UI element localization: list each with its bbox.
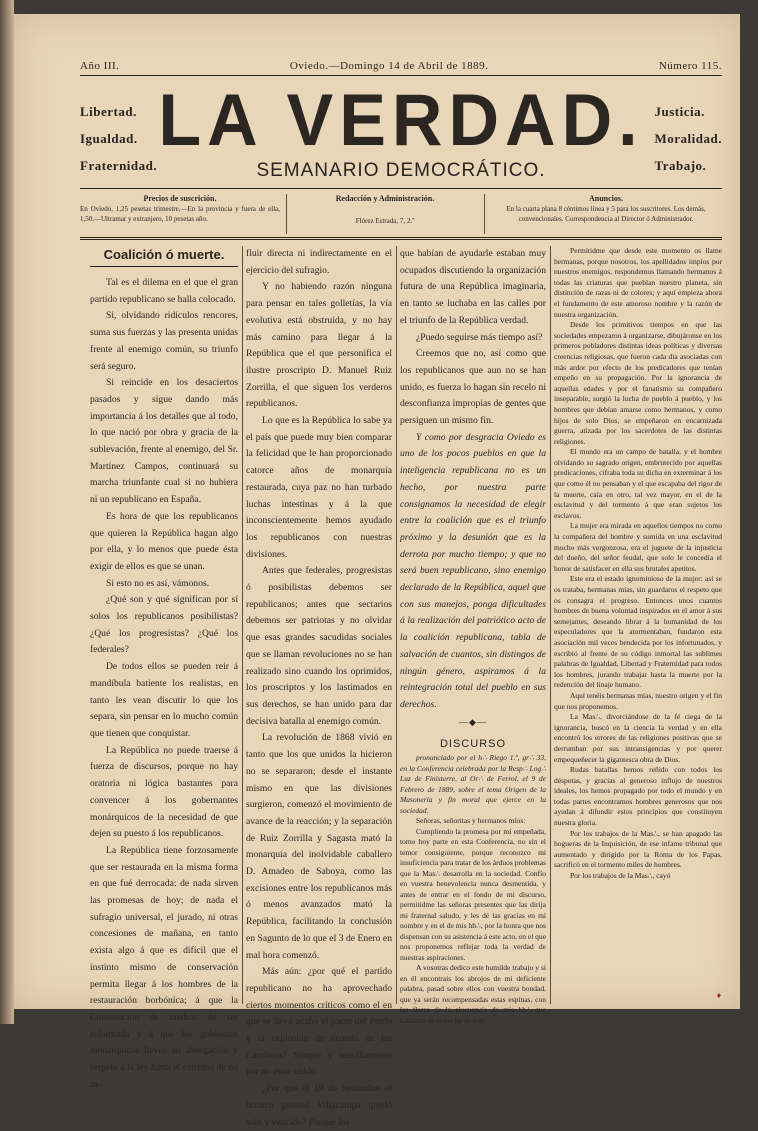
discurso-paragraph: A vosotras dedico este humilde trabajo y si en él encontrais los abrojos de mi deficiente palabra, pasad sobre ellos con vuestra bondad, que ya serán recompensadas estas espinas, con las flores de la elocuencia de mis hh∴ que hablarán en la noche de hoy. — [400, 963, 546, 1025]
col2-paragraph: Lo que es la República lo sabe ya el país que puede muy bien comparar la felicidad que le han proporcionado catorce años de monarquía restaurada, cuya paz no han turbado luchas intestinas y á la que inconscientemente hemos ayudado los republicanos con nuestras divisiones. — [246, 415, 392, 560]
col4-paragraph: Permitidme que desde este momento os llame hermanas, porque nosotros, los apellidados impíos por nuestros enemigos, respondemos llamando hermanos á todas las criaturas que pueblan nuestro planeta, sin distinción de razas ni de colores; y aquí empieza ahora el fundamento de este amoroso nombre y la razón de nuestra organización. — [554, 246, 722, 319]
info-rule-top — [80, 188, 722, 189]
col2-paragraph: Antes que federales, progresistas ó posibilistas debemos ser republicanos; antes que sectarios debemos ser patriotas y no olvidar que esas grandes sacudidas sociales que se llaman revoluciones no se han realizado sino cuando los oprimidos, los proscriptos y los lastimados en sus derechos, se han unido para dar decisiva batalla al enemigo común. — [246, 565, 392, 727]
col3-paragraph: Creemos que no, así como que los republicanos que aun no se han unido, es fuerza lo hagan sin recelo ni desconfianza impropias de gentes que persiguen un mismo fin. — [400, 348, 546, 427]
col4-paragraph: La Mas∴, divorciándose de la fé ciega de la ignorancia, buscó en la ciencia la verdad y en ella encontró los errores de las religiones positivas que se derrumban por sus intransigencias y por querer empequeñecer la gigantesca obra de Dios. — [554, 712, 722, 764]
col3-paragraph: ¿Puedo seguirse más tiempo así? — [416, 331, 543, 343]
motto-left-2: Igualdad. — [80, 131, 138, 146]
motto-right-1: Justicia. — [654, 104, 705, 119]
info-rule-bottom — [80, 237, 722, 240]
col1-paragraph: ¿Qué son y qué significan por sí solos los republicanos posibilistas? ¿Qué los progresistas? ¿Qué los federales? — [90, 594, 238, 656]
page-binding-edge — [0, 0, 14, 1024]
column-divider-1 — [242, 246, 243, 1004]
discurso-title: DISCURSO — [439, 738, 507, 751]
col1-paragraph: De todos ellos se pueden reir á mandíbula batiente los realistas, en tanto les vean discutir lo que los separa, sin pensar en lo mucho común que tienen que conquistar. — [90, 661, 238, 739]
newspaper-page — [14, 14, 740, 1128]
col2-paragraph: ¿Por qué el 19 de Setiembre el bizarro general Villacampa quedó solo y vencido? Porque los — [246, 1083, 392, 1128]
page-mark: ♦ — [715, 992, 722, 1000]
col4-paragraph: El mundo era un campo de batalla, y el hombre olvidando su sagrado origen, embrutecido por aquellas predicaciones, cifraba toda su dicha en exterminar á los que como él no pensaban y el que escapaba del rigor de la muerte, caía en otro, tal vez mayor, en el de la esclavitud y del tormento á que eran sujetos los esclavos. — [554, 447, 722, 520]
col3-paragraph: Y como por desgracia Oviedo es uno de los pocos pueblos en que la inteligencia republicana no es un hecho, por nuestra parte consignamos la necesidad de elegir entre la coalición que es el triunfo próximo y la desunión que es la derrota por mucho tiempo; y que no será buen republicano, sino enemigo declarado de la República, aquel que con sus manejos, ponga dificultades á la realización del patriótico acto de la coalición republicana, tabla de salvación de cuantos, sin distingos de ningún género, aspiramos á la reintegración total del pueblo en sus derechos. — [400, 431, 546, 710]
motto-right-2: Moralidad. — [654, 131, 722, 146]
column-divider-3 — [550, 246, 551, 1004]
ads-text: En la cuarta plana 8 céntimos línea y 5 para los suscritores. Los demás, convencionales. Correspondencia al Director ó Administrador. — [506, 205, 706, 223]
masthead-rule-top — [80, 75, 722, 76]
col4-paragraph: Rudas batallas hemos reñido con todos los déspotas, y gracias al generoso influjo de nuestros ideales, los hemos propagado por todo el mundo y en todas partes encontramos hombres generosos que nos ayudan á difundir estos principios que constituyen nuestra gloria. — [554, 765, 722, 828]
column-divider-2 — [396, 246, 397, 1004]
prices-title: Precios de suscrición. — [143, 194, 217, 203]
editorial-office — [292, 194, 478, 226]
advertisements-info — [490, 194, 722, 224]
admin-text: Flórez Estrada, 7, 2.º — [355, 217, 415, 225]
col4-paragraph: La mujer era mirada en aquellos tiempos no como la compañera del hombre y sumida en una esclavitud mucho más vergonzosa, era el juguete de la injusticia del dueño, del señor feudal, que solo le concedía el honor de satisfacer en ella sus brutales apetitos. — [554, 521, 722, 573]
info-divider-2 — [484, 194, 485, 234]
motto-left-1: Libertad. — [80, 104, 137, 119]
dateline: Oviedo.—Domingo 14 de Abril de 1889. — [289, 60, 489, 72]
ads-title: Anuncios. — [588, 194, 623, 203]
ornament-divider: —◆— — [459, 716, 487, 727]
col2-paragraph: La revolución de 1868 vivió en tanto que los que unidos la hicieron no se separaron; desde el instante mismo en que las divisiones surgieron, comenzó el movimiento de avance de la reacción; y la separación de Ruiz Zorrilla y Sagasta mató la monarquía del inolvidable caballero D. Amadeo de Saboya, como las excisiones entre los republicanos más ó menos avanzados mató la República, facilitando la conclusión en Sagunto de lo que el 3 de Enero en mal hora comenzó. — [246, 732, 392, 961]
col2-paragraph: fluir directa ni indirectamente en el ejercicio del sufragio. — [246, 248, 392, 276]
column-1 — [90, 246, 238, 1093]
col2-paragraph: Más aún: ¿por qué el partido republicano no ha aprovechado ciertos momentos críticos como el en que se llevó acabo el pacto del Pardo y la explosión de cuando de las Carolinas? Simple y sencillamente por no estar unido. — [246, 966, 392, 1078]
col1-paragraph: Si reincide en los desaciertos pasados y sigue dando más importancia á los detalles que al todo, lo que nació por obra y gracia de la sublevación, frente al enemigo, del Sr. Martínez Campos, continuará su marcha triunfante cual si no hubiera ni un republicano en España. — [90, 377, 238, 506]
column-4 — [554, 246, 722, 882]
col1-paragraph: Si esto no es así, vámonos. — [106, 577, 210, 589]
subscription-prices — [80, 194, 280, 224]
motto-right-3: Trabajo. — [654, 158, 707, 173]
col3-paragraph: que habían de ayudarle estaban muy ocupados discutiendo la organización futura de una República imaginaria, en tanto se luchaba en las calles por el triunfo de la República verdad. — [400, 248, 546, 326]
prices-text: En Oviedo, 1,25 pesetas trimestre.—En la provincia y fuera de ella, 1,50.—Ultramar y extranjero, 10 pesetas año. — [80, 205, 280, 223]
article-headline: Coalición ó muerte. — [90, 246, 238, 267]
col1-paragraph: La República tiene forzosamente que ser restaurada en la misma forma en que fué derrocada: de nada sirven las promesas de hoy; de nada el sufragio universal, el jurado, ni otras concesiones de mañana, en tanto exista algo á que es difícil que el instinto mismo de conservación permita llegar á los hombres de la restauración borbónica; á que la Constitución de medios de ser reformada y á que los gobiernos monárquicos lleven su abnegación y respeto á la ley hasta el extremo de no in- — [90, 844, 238, 1090]
col2-paragraph: Y no habiendo razón ninguna para pensar en tales golletías, la vía evolutiva está obstruida, y no hay más camino para llegar á la República que el que personifica el ilustre proscripto D. Manuel Ruiz Zorrilla, el que siguen los verderos republicanos. — [246, 281, 392, 410]
discurso-subtitle: pronunciado por el h∴ Riego 1.º, gr∴ 33, en la Conferencia celebrada por la Resp∴ Log∴ Luz de Finisterre, al Or∴ de Ferrol, el 9 de Febrero de 1889, sobre el tema Origen de la Masonería y fin moral que ejerce en la sociedad. — [400, 753, 546, 815]
discurso-paragraph: Señoras, señoritas y hermanos míos: — [416, 816, 526, 826]
col4-paragraph: Este era el estado ignominioso de la mujer: así se os trataba, hermanas mías, sin guardaros el respeto que os consagra el progreso. Entonces unos cuantos hombres de buena voluntad inspirados en el amor á sus semejantes, deseando librar á la humanidad de los especuladores que la atormentaban, fundaron esta asociación mil veces bendecida por los infortunados, y escribió al frente de su código inmortal las sublimes palabras de Igualdad, Libertad y Fraternidad para todos los hombres, jurando trabajar hasta la muerte por la redención del linaje humano. — [554, 574, 722, 690]
info-divider-1 — [286, 194, 287, 234]
issue-number: Número 115. — [658, 60, 722, 72]
newspaper-subtitle: SEMANARIO DEMOCRÁTICO. — [256, 160, 546, 181]
motto-left-3: Fraternidad. — [80, 158, 158, 173]
col1-paragraph: Es hora de que los republicanos que quieren la República hagan algo por ella, y lo menos que puede ésta exigir de ellos es que se unan. — [90, 510, 238, 572]
col1-paragraph: La República no puede traerse á fuerza de discursos, porque no hay oratoria ni lógica bastantes para convencer á los gobernantes monárquicos de la necesidad de que dejen su puesto á los republicanos. — [90, 744, 238, 840]
newspaper-title: LA VERDAD. — [158, 79, 644, 161]
col4-paragraph: Por los trabajos de la Mas∴, cayó — [570, 871, 671, 881]
masthead-topline — [80, 60, 722, 72]
col1-paragraph: Tal es el dilema en el que el gran partido republicano se halla colocado. — [90, 277, 238, 305]
col4-paragraph: Por los trabajos de la Mas∴, se han apagado las hogueras de la Inquisición, de ese infame tribunal que aumentado y dirigido por la Roma de los Papas, sacrificó en el tormento miles de hombres. — [554, 828, 722, 870]
page-content — [80, 14, 722, 1128]
col4-paragraph: Aquí tenéis hermanas mías, nuestro origen y el fin que nos proponemos. — [554, 690, 722, 711]
col1-paragraph: Si, olvidando ridículos rencores, suma sus fuerzas y las presenta unidas frente al enemigo común, su triunfo será seguro. — [90, 310, 238, 372]
admin-title: Redacción y Administración. — [335, 194, 435, 203]
issue-year: Año III. — [80, 60, 120, 72]
column-3 — [400, 246, 546, 1026]
column-2 — [246, 246, 392, 1131]
col4-paragraph: Desde los primitivos tiempos en que las sociedades empezaron á organizarse, dibujáronse en los primeros pobladores distintas ideas políticas y diversas creencias religiosas, que fueron cada día asociadas con más ardor por efecto de los predicadores que tenían empeño en su propagación. Por la ignorancia de aquellas edades y por el fanatismo su compañero inseparable, surgió la lucha de pueblo á pueblo, y los hombres que debían amarse como hermanos, y como hijos de solo Dios, se empeñaron en encarnizada guerra, atizada por los sacerdotes de las distintas religiones. — [554, 320, 722, 446]
discurso-paragraph: Cumpliendo la promesa por mí empeñada, tomo hoy parte en esta Conferencia, no sin el temor consiguiente, porque reconozco mi insuficiencia para tratar de los árduos problemas que la Mas∴ desarrolla en la sociedad. Confío en vuestra benevolencia nunca desmentida, y antes de entrar en el fondo de mi discurso, permitidme las señoras presentes que las dirija mi fraternal saludo, y les dé las gracias en mi nombre y en el de mis hh∴, por la honra que nos dispensan con su asistencia á este acto, en el que nos proponemos reflejar toda la verdad de nuestras aspiraciones. — [400, 826, 546, 962]
